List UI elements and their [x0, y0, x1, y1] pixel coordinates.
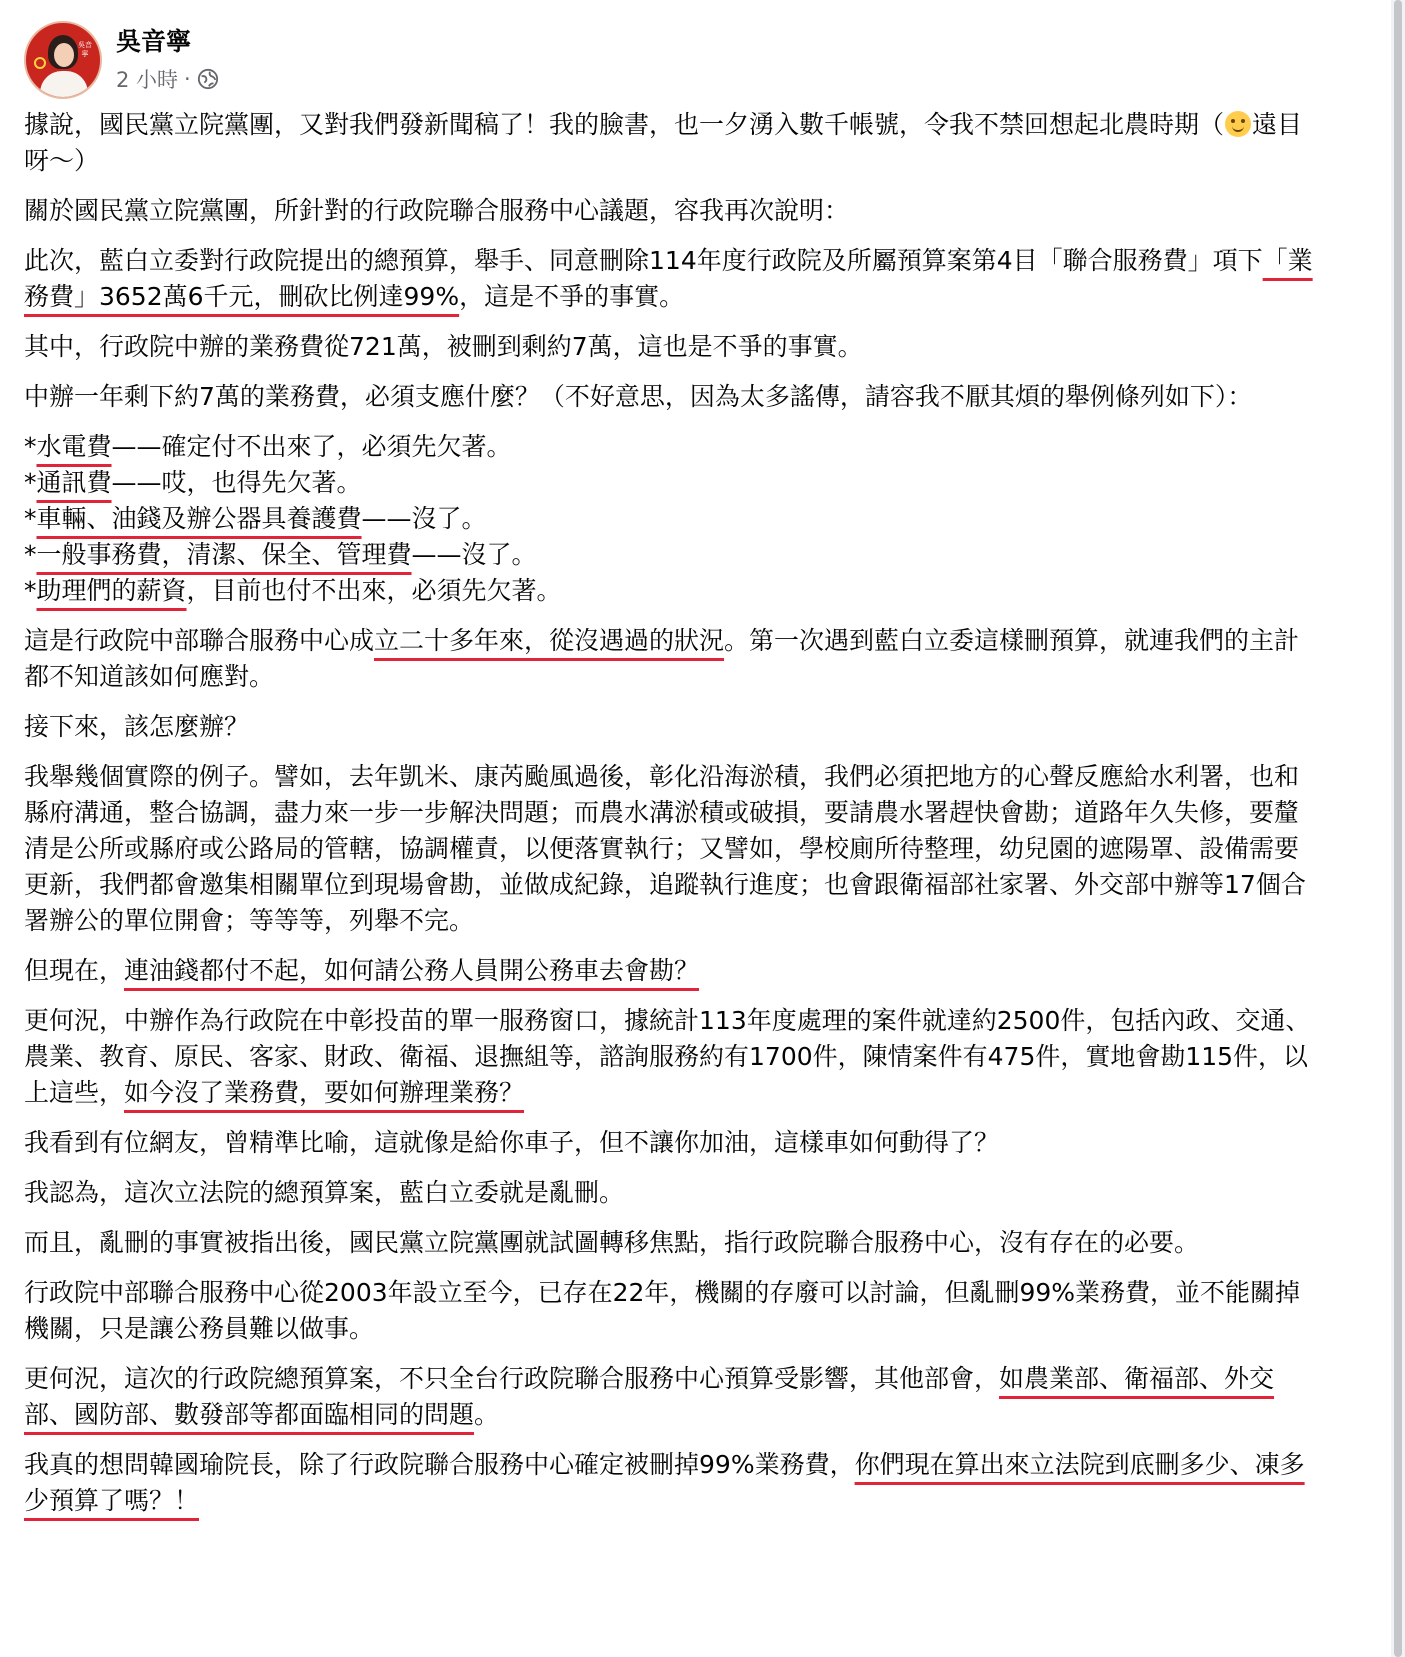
- paragraph-examples: 我舉幾個實際的例子。譬如，去年凱米、康芮颱風過後，彰化沿海淤積，我們必須把地方的心聲反應給水利署，也和縣府溝通，整合協調，盡力來一步一步解決問題；而農水溝淤積或破損，要請農水署趕快會勘；道路年久失修，要釐清是公所或縣府或公路局的管轄，協調權責，以便落實執行；又譬如，學校廁所待整理，幼兒園的遮陽罩、設備需要更新，我們都會邀集相關單位到現場會勘，並做成紀錄，追蹤執行進度；也會跟衛福部社家署、外交部中辦等17個合署辦公的單位開會；等等等，列舉不完。: [24, 762, 1306, 935]
- post-subline: [116, 64, 219, 94]
- underlined-text: 你們現在算出來立法院到底刪多少、凍多少預算了嗎？！: [24, 1450, 1305, 1515]
- underlined-text: 一般事務費，清潔、保全、管理費: [36, 540, 412, 569]
- list-text: ——沒了。: [411, 540, 537, 569]
- post-meta: [116, 26, 219, 94]
- underlined-text: 如今沒了業務費，要如何辦理業務？: [124, 1078, 525, 1107]
- paragraph-fuel: [24, 953, 1314, 989]
- underlined-text: 「業務費」3652萬6千元，刪砍比例達99%: [24, 246, 1313, 311]
- list-bullet: *: [24, 540, 37, 569]
- globe-icon[interactable]: [197, 68, 219, 90]
- paragraph-budget-cut: [24, 243, 1314, 315]
- list-item: [24, 537, 1314, 573]
- paragraph-text: 。第一次遇到藍白立委這樣刪預算，就連我們的主計都不知道該如何應對。: [24, 626, 1300, 691]
- paragraph-question: 中辦一年剩下約7萬的業務費，必須支應什麼？（不好意思，因為太多謠傳，請容我不厭其煩的舉例條列如下）：: [24, 382, 1253, 411]
- paragraph-text: 。: [474, 1400, 500, 1429]
- list-text: ——哎，也得先欠著。: [111, 468, 362, 497]
- paragraph-next-step: 接下來，該怎麼辦？: [24, 712, 250, 741]
- scrollbar-thumb[interactable]: [1394, 0, 1402, 1657]
- underlined-text: 水電費: [36, 432, 112, 461]
- list-item: [24, 573, 1314, 609]
- paragraph-statistics: [24, 1003, 1314, 1111]
- paragraph-analogy: 我看到有位網友，曾精準比喻，這就像是給你車子，但不讓你加油，這樣車如何動得了？: [24, 1128, 1000, 1157]
- list-bullet: *: [24, 576, 37, 605]
- underlined-text: 立二十多年來，從沒遇過的狀況: [374, 626, 725, 655]
- list-bullet: *: [24, 468, 37, 497]
- author-name[interactable]: 吳音寧: [116, 27, 192, 56]
- separator-dot: ·: [184, 67, 191, 91]
- post-timestamp[interactable]: 2 小時: [116, 68, 179, 92]
- paragraph-explain: 關於國民黨立院黨團，所針對的行政院聯合服務中心議題，容我再次說明：: [24, 196, 850, 225]
- paragraph-opinion: 我認為，這次立法院的總預算案，藍白立委就是亂刪。: [24, 1178, 625, 1207]
- smiling-face-emoji-icon: [1225, 111, 1251, 137]
- underlined-text: 車輛、油錢及辦公器具養護費: [36, 504, 362, 533]
- list-bullet: *: [24, 432, 37, 461]
- post-header: [24, 18, 219, 102]
- paragraph-text: 遠目呀～）: [24, 110, 1303, 175]
- underlined-text: 連油錢都付不起，如何請公務人員開公務車去會勘？: [124, 956, 700, 985]
- paragraph-first-time: [24, 623, 1314, 695]
- paragraph-text: 更何況，中辦作為行政院在中彰投苗的單一服務窗口，據統計113年度處理的案件就達約2500件，包括內政、交通、農業、教育、原民、客家、財政、衛福、退撫組等，諮詢服務約有1700件，陳情案件有475件，實地會勘115件，以上這些，: [24, 1006, 1311, 1107]
- post-body: [24, 107, 1314, 1533]
- paragraph-history: 行政院中部聯合服務中心從2003年設立至今，已存在22年，機關的存廢可以討論，但亂刪99%業務費，並不能關掉機關，只是讓公務員難以做事。: [24, 1278, 1301, 1343]
- underlined-text: 如農業部、衛福部、外交部、國防部、數發部等都面臨相同的問題: [24, 1364, 1275, 1429]
- paragraph-text: 這是行政院中部聯合服務中心成: [24, 626, 375, 655]
- avatar-body: [40, 71, 88, 99]
- paragraph-text: 更何況，這次的行政院總預算案，不只全台行政院聯合服務中心預算受影響，其他部會，: [24, 1364, 1000, 1393]
- avatar-seal-text: 吳音寧: [78, 41, 92, 58]
- list-item: [24, 465, 1314, 501]
- paragraph-text: 此次，藍白立委對行政院提出的總預算，舉手、同意刪除114年度行政院及所屬預算案第4目「聯合服務費」項下: [24, 246, 1263, 275]
- underlined-text: 助理們的薪資: [36, 576, 187, 605]
- list-item: [24, 501, 1314, 537]
- avatar-logo-icon: [34, 57, 46, 69]
- paragraph-central-office: 其中，行政院中辦的業務費從721萬，被刪到剩約7萬，這也是不爭的事實。: [24, 332, 863, 361]
- paragraph-text: 我真的想問韓國瑜院長，除了行政院聯合服務中心確定被刪掉99%業務費，: [24, 1450, 855, 1479]
- paragraph-text: 據說，國民黨立院黨團，又對我們發新聞稿了！我的臉書，也一夕湧入數千帳號，令我不禁回想起北農時期（: [24, 110, 1225, 139]
- avatar[interactable]: [24, 21, 102, 99]
- paragraph-text: ，這是不爭的事實。: [459, 282, 685, 311]
- paragraph-final-question: [24, 1447, 1314, 1519]
- avatar-face: [54, 43, 74, 67]
- list-bullet: *: [24, 504, 37, 533]
- paragraph-intro: [24, 107, 1314, 179]
- list-text: ——沒了。: [361, 504, 487, 533]
- underlined-text: 通訊費: [36, 468, 112, 497]
- paragraph-text: 但現在，: [24, 956, 125, 985]
- list-text: ——確定付不出來了，必須先欠著。: [111, 432, 512, 461]
- list-text: ，目前也付不出來，必須先欠著。: [186, 576, 562, 605]
- scrollbar-track[interactable]: [1391, 0, 1405, 1657]
- list-item: [24, 429, 1314, 465]
- paragraph-other-ministries: [24, 1361, 1314, 1433]
- paragraph-shift-focus: 而且，亂刪的事實被指出後，國民黨立院黨團就試圖轉移焦點，指行政院聯合服務中心，沒有存在的必要。: [24, 1228, 1200, 1257]
